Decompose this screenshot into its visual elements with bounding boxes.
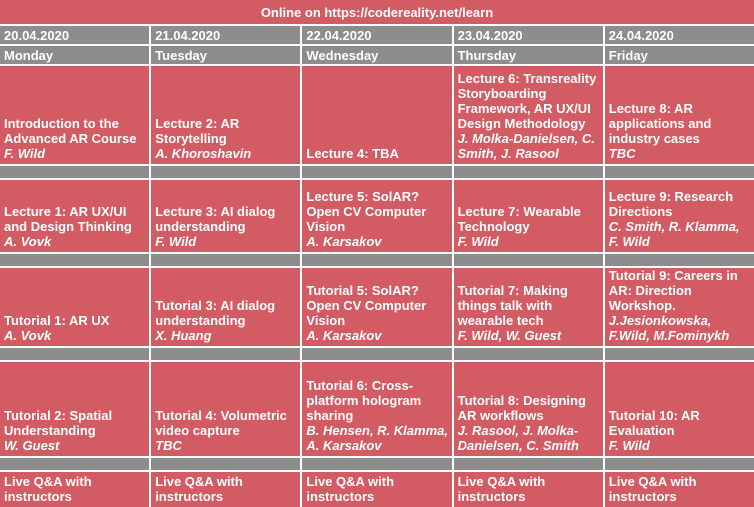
session-title: Lecture 8: AR applications and industry cases [608,101,712,146]
date-label: 21.04.2020 [155,27,221,43]
date-label: 22.04.2020 [306,27,372,43]
session-title: Lecture 2: AR Storytelling [155,116,240,146]
session-speakers: F. Wild [457,234,499,249]
session-title: Tutorial 8: Designing AR workflows [457,393,586,423]
date-header-friday [605,26,754,44]
session-speakers: F. Wild [608,438,650,453]
session-speakers: J. Molka-Danielsen, C. Smith, J. Rasool [457,131,595,161]
session-title: Lecture 7: Wearable Technology [457,204,581,234]
separator-cell [0,166,149,178]
session-speakers: TBC [608,146,636,161]
qa-cell-monday [0,472,149,507]
qa-label: Live Q&A with instructors [457,474,546,504]
session-speakers: TBC [155,438,182,453]
separator-cell [302,458,451,470]
session-speakers: A. Khoroshavin [155,146,252,161]
session-speakers: F. Wild, W. Guest [457,328,562,343]
session-cell-tutorial-10 [605,362,754,456]
session-title: Introduction to the Advanced AR Course [4,116,137,146]
session-cell-tutorial-5 [302,268,451,346]
date-label: 20.04.2020 [4,27,70,43]
separator-cell [605,254,754,266]
session-cell-tutorial-7 [454,268,603,346]
separator-cell [0,348,149,360]
qa-cell-tuesday [151,472,300,507]
session-title: Tutorial 2: Spatial Understanding [4,408,113,438]
session-speakers: F. Wild [4,146,46,161]
qa-cell-friday [605,472,754,507]
day-header-tuesday [151,46,300,64]
qa-cell-wednesday [302,472,451,507]
qa-label: Live Q&A with instructors [4,474,92,504]
qa-label: Live Q&A with instructors [306,474,395,504]
qa-cell-thursday [454,472,603,507]
date-header-tuesday [151,26,300,44]
day-label: Wednesday [306,47,379,63]
online-url-banner [0,0,754,24]
session-cell-lecture-2 [151,66,300,164]
day-label: Tuesday [155,47,207,63]
session-cell-tutorial-2 [0,362,149,456]
session-speakers: F. Wild [155,234,197,249]
session-speakers: J. Rasool, J. Molka-Danielsen, C. Smith [457,423,579,453]
separator-cell [151,166,300,178]
session-title: Lecture 3: AI dialog understanding [155,204,276,234]
session-cell-tutorial-1 [0,268,149,346]
separator-cell [302,254,451,266]
day-label: Monday [4,47,54,63]
session-speakers: X. Huang [155,328,212,343]
session-cell-lecture-7 [454,180,603,252]
session-cell-tutorial-9 [605,268,754,346]
separator-cell [151,348,300,360]
session-title: Lecture 6: Transreality Storyboarding Framework, AR UX/UI Design Methodology [457,71,597,131]
session-title: Tutorial 5: SolAR? Open CV Computer Vision [306,283,427,328]
day-header-monday [0,46,149,64]
separator-cell [454,458,603,470]
separator-cell [605,348,754,360]
session-cell-lecture-9 [605,180,754,252]
session-title: Tutorial 6: Cross-platform hologram sharing [306,378,422,423]
session-cell-lecture-4 [302,66,451,164]
separator-cell [302,166,451,178]
session-speakers: A. Karsakov [306,234,382,249]
session-cell-tutorial-3 [151,268,300,346]
day-header-thursday [454,46,603,64]
online-url-text: Online on https://codereality.net/learn [260,4,494,20]
session-title: Lecture 5: SolAR? Open CV Computer Vision [306,189,427,234]
session-cell-tutorial-4 [151,362,300,456]
date-label: 24.04.2020 [608,27,674,43]
session-title: Tutorial 10: AR Evaluation [608,408,700,438]
date-header-thursday [454,26,603,44]
day-label: Thursday [457,47,517,63]
session-title: Tutorial 4: Volumetric video capture [155,408,287,438]
date-header-wednesday [302,26,451,44]
session-speakers: W. Guest [4,438,60,453]
session-speakers: B. Hensen, R. Klamma, A. Karsakov [306,423,448,453]
session-cell-lecture-intro [0,66,149,164]
session-title: Lecture 4: TBA [306,146,399,161]
session-title: Tutorial 3: AI dialog understanding [155,298,276,328]
session-cell-lecture-3 [151,180,300,252]
separator-cell [454,348,603,360]
separator-cell [454,166,603,178]
day-header-wednesday [302,46,451,64]
session-title: Tutorial 9: Careers in AR: Direction Workshop. [608,268,738,313]
session-cell-tutorial-6 [302,362,451,456]
session-cell-lecture-1 [0,180,149,252]
session-speakers: A. Vovk [4,234,52,249]
separator-cell [151,458,300,470]
session-cell-tutorial-8 [454,362,603,456]
session-title: Lecture 9: Research Directions [608,189,734,219]
session-cell-lecture-6 [454,66,603,164]
day-header-friday [605,46,754,64]
session-cell-lecture-8 [605,66,754,164]
session-speakers: A. Karsakov [306,328,382,343]
day-label: Friday [608,47,648,63]
date-header-monday [0,26,149,44]
session-speakers: A. Vovk [4,328,52,343]
session-speakers: J.Jesionkowska, F.Wild, M.Fominykh [608,313,730,343]
qa-label: Live Q&A with instructors [608,474,697,504]
session-speakers: C. Smith, R. Klamma, F. Wild [608,219,740,249]
session-title: Lecture 1: AR UX/UI and Design Thinking [4,204,132,234]
separator-cell [0,254,149,266]
separator-cell [302,348,451,360]
separator-cell [0,458,149,470]
qa-label: Live Q&A with instructors [155,474,243,504]
session-title: Tutorial 1: AR UX [4,313,110,328]
session-title: Tutorial 7: Making things talk with wearable tech [457,283,568,328]
separator-cell [454,254,603,266]
separator-cell [605,458,754,470]
separator-cell [605,166,754,178]
separator-cell [151,254,300,266]
date-label: 23.04.2020 [457,27,523,43]
session-cell-lecture-5 [302,180,451,252]
